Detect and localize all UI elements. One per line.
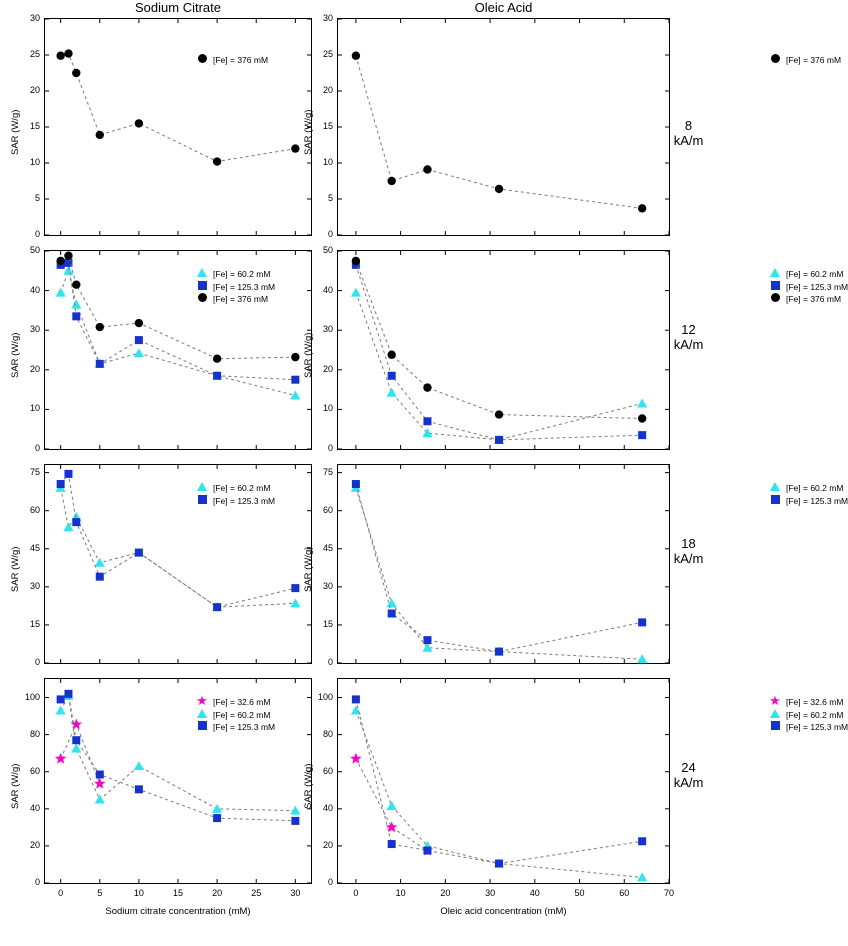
legend-label: [Fe] = 376 mM bbox=[786, 294, 842, 304]
legend-item bbox=[194, 721, 275, 734]
legend-label: [Fe] = 60.2 mM bbox=[786, 269, 844, 279]
y-tick-label: 25 bbox=[322, 49, 333, 59]
data-point bbox=[213, 157, 221, 165]
data-point bbox=[213, 355, 221, 363]
legend-marker-icon bbox=[767, 482, 783, 495]
y-tick-label: 15 bbox=[322, 121, 333, 131]
y-tick-label: 5 bbox=[34, 193, 40, 203]
x-tick-label: 5 bbox=[97, 888, 103, 898]
y-tick-label: 20 bbox=[322, 839, 333, 850]
y-axis-label: SAR (W/g) bbox=[303, 546, 314, 592]
legend-label: [Fe] = 32.6 mM bbox=[786, 697, 844, 707]
y-tick-label: 60 bbox=[322, 504, 333, 515]
y-tick-label: 10 bbox=[29, 157, 40, 167]
legend-label: [Fe] = 125.3 mM bbox=[786, 281, 848, 292]
legend-marker-icon bbox=[767, 293, 783, 306]
plot-area bbox=[338, 251, 669, 449]
row-label-amplitude: 24 bbox=[681, 760, 696, 775]
chart-panel-row2-col2 bbox=[337, 250, 670, 450]
data-point bbox=[72, 69, 80, 77]
y-axis-label: SAR (W/g) bbox=[303, 763, 314, 809]
y-tick-label: 45 bbox=[322, 542, 333, 553]
data-point bbox=[56, 288, 66, 297]
data-point bbox=[495, 860, 503, 868]
y-tick-label: 15 bbox=[322, 618, 333, 629]
legend bbox=[194, 268, 275, 306]
data-point bbox=[495, 185, 503, 193]
y-tick-label: 80 bbox=[29, 728, 40, 739]
y-tick-label: 40 bbox=[29, 802, 40, 813]
data-point bbox=[422, 428, 432, 437]
y-tick-label: 0 bbox=[34, 443, 40, 453]
y-axis-label: SAR (W/g) bbox=[10, 763, 21, 809]
y-tick-label: 30 bbox=[29, 580, 40, 591]
data-point bbox=[291, 584, 299, 592]
x-tick-label: 30 bbox=[485, 888, 496, 898]
legend-item bbox=[194, 693, 275, 709]
legend-marker-icon: ★ bbox=[769, 693, 781, 708]
row-label-1 bbox=[672, 118, 705, 148]
plot-area bbox=[338, 465, 669, 663]
x-tick-label: 0 bbox=[353, 888, 359, 898]
y-tick-label: 10 bbox=[29, 403, 40, 414]
y-tick-label: 75 bbox=[29, 466, 40, 477]
data-point bbox=[388, 610, 396, 618]
data-point bbox=[56, 52, 64, 60]
y-tick-label: 20 bbox=[29, 363, 40, 374]
data-point bbox=[291, 376, 299, 384]
x-tick-label: 20 bbox=[440, 888, 451, 898]
legend-marker-icon bbox=[767, 268, 783, 281]
legend-marker-icon bbox=[194, 482, 210, 495]
data-point bbox=[388, 840, 396, 848]
data-point bbox=[55, 753, 66, 764]
legend-label: [Fe] = 125.3 mM bbox=[213, 495, 276, 506]
legend bbox=[767, 268, 848, 306]
data-point bbox=[57, 480, 65, 488]
x-tick-label: 30 bbox=[290, 888, 301, 898]
y-tick-label: 15 bbox=[29, 618, 40, 629]
legend bbox=[194, 54, 268, 67]
data-point bbox=[495, 436, 503, 444]
data-point bbox=[72, 312, 80, 320]
x-tick-label: 15 bbox=[172, 888, 183, 898]
data-point bbox=[423, 383, 431, 391]
data-point bbox=[638, 204, 646, 212]
data-point bbox=[56, 706, 66, 715]
y-tick-label: 0 bbox=[34, 877, 40, 887]
y-tick-label: 20 bbox=[29, 85, 40, 95]
legend-marker-icon bbox=[767, 495, 783, 508]
legend-label: [Fe] = 60.2 mM bbox=[786, 709, 844, 720]
data-point bbox=[495, 648, 503, 656]
y-tick-label: 75 bbox=[322, 466, 333, 477]
x-axis-label-col2: Oleic acid concentration (mM) bbox=[440, 906, 567, 917]
data-point bbox=[135, 336, 143, 344]
y-tick-label: 30 bbox=[322, 324, 333, 335]
y-tick-label: 0 bbox=[34, 229, 40, 239]
column-title-2: Oleic Acid bbox=[474, 0, 533, 15]
legend-item bbox=[194, 482, 275, 495]
data-point bbox=[96, 131, 104, 139]
data-point bbox=[96, 573, 104, 581]
data-point bbox=[423, 847, 431, 855]
data-point bbox=[135, 119, 143, 127]
data-point bbox=[135, 549, 143, 557]
y-tick-label: 15 bbox=[29, 121, 40, 131]
data-point bbox=[94, 778, 105, 789]
data-point bbox=[637, 872, 647, 881]
data-point bbox=[638, 414, 646, 422]
y-tick-label: 30 bbox=[322, 580, 333, 591]
data-point bbox=[351, 288, 361, 297]
data-point bbox=[291, 817, 299, 825]
y-tick-label: 60 bbox=[29, 504, 40, 515]
row-label-unit: kA/m bbox=[673, 551, 704, 566]
legend-item bbox=[767, 281, 848, 294]
column-title-1: Sodium Citrate bbox=[135, 0, 221, 15]
x-tick-label: 25 bbox=[251, 888, 262, 898]
data-point bbox=[63, 522, 73, 531]
row-label-unit: kA/m bbox=[673, 337, 704, 352]
legend-label: [Fe] = 60.2 mM bbox=[786, 483, 844, 493]
y-tick-label: 100 bbox=[317, 691, 333, 702]
y-tick-label: 100 bbox=[24, 691, 40, 702]
legend-item bbox=[767, 495, 848, 508]
legend-label: [Fe] = 376 mM bbox=[786, 55, 842, 65]
row-label-unit: kA/m bbox=[673, 133, 704, 148]
data-point bbox=[72, 518, 80, 526]
legend-item bbox=[767, 482, 848, 495]
legend-item bbox=[194, 495, 275, 508]
x-tick-label: 10 bbox=[133, 888, 144, 898]
legend-marker-icon bbox=[767, 54, 783, 67]
data-point bbox=[72, 736, 80, 744]
data-point bbox=[212, 804, 222, 813]
data-point bbox=[64, 470, 72, 478]
legend-item bbox=[767, 293, 848, 306]
plot-area bbox=[45, 19, 311, 235]
data-point bbox=[388, 372, 396, 380]
y-tick-label: 20 bbox=[29, 839, 40, 850]
data-point bbox=[423, 417, 431, 425]
x-tick-label: 70 bbox=[663, 888, 674, 898]
data-point bbox=[95, 795, 105, 804]
legend bbox=[767, 54, 841, 67]
y-tick-label: 10 bbox=[322, 403, 333, 414]
legend-label: [Fe] = 376 mM bbox=[213, 294, 269, 304]
row-label-amplitude: 18 bbox=[681, 536, 696, 551]
data-point bbox=[96, 323, 104, 331]
data-point bbox=[352, 52, 360, 60]
y-tick-label: 20 bbox=[322, 85, 333, 95]
y-tick-label: 40 bbox=[29, 284, 40, 295]
data-point bbox=[291, 353, 299, 361]
row-label-amplitude: 12 bbox=[681, 322, 696, 337]
legend-item bbox=[767, 721, 848, 734]
y-tick-label: 5 bbox=[327, 193, 333, 203]
series-line-0 bbox=[356, 488, 642, 659]
y-tick-label: 60 bbox=[29, 765, 40, 776]
legend-label: [Fe] = 125.3 mM bbox=[213, 722, 276, 732]
y-axis-label: SAR (W/g) bbox=[10, 109, 21, 155]
series-line-0 bbox=[61, 54, 296, 162]
legend-label: [Fe] = 60.2 mM bbox=[213, 483, 271, 493]
legend bbox=[767, 482, 848, 507]
data-point bbox=[350, 753, 361, 764]
data-point bbox=[72, 280, 80, 288]
legend-marker-icon bbox=[767, 721, 783, 734]
legend-label: [Fe] = 125.3 mM bbox=[213, 281, 276, 292]
data-point bbox=[64, 690, 72, 698]
data-point bbox=[64, 49, 72, 57]
y-tick-label: 30 bbox=[29, 324, 40, 335]
x-axis-label-col1: Sodium citrate concentration (mM) bbox=[105, 906, 251, 917]
data-point bbox=[71, 299, 81, 308]
data-point bbox=[495, 410, 503, 418]
data-point bbox=[64, 252, 72, 260]
data-point bbox=[290, 598, 300, 607]
y-tick-label: 0 bbox=[327, 443, 333, 453]
legend-marker-icon bbox=[194, 281, 210, 294]
data-point bbox=[213, 603, 221, 611]
data-point bbox=[352, 257, 360, 265]
x-tick-label: 60 bbox=[619, 888, 630, 898]
legend bbox=[194, 482, 275, 507]
y-axis-label: SAR (W/g) bbox=[10, 332, 21, 378]
data-point bbox=[134, 348, 144, 357]
legend-label: [Fe] = 32.6 mM bbox=[213, 697, 271, 707]
series-line-0 bbox=[61, 724, 100, 783]
legend-marker-icon bbox=[194, 495, 210, 508]
data-point bbox=[638, 618, 646, 626]
data-point bbox=[387, 351, 395, 359]
x-tick-label: 10 bbox=[395, 888, 406, 898]
plot-area bbox=[338, 679, 669, 883]
legend-item bbox=[194, 709, 275, 722]
data-point bbox=[352, 695, 360, 703]
legend-marker-icon bbox=[767, 281, 783, 294]
x-tick-label: 40 bbox=[529, 888, 540, 898]
y-tick-label: 50 bbox=[29, 245, 40, 255]
y-tick-label: 30 bbox=[322, 13, 333, 23]
row-label-unit: kA/m bbox=[673, 775, 704, 790]
y-tick-label: 40 bbox=[322, 284, 333, 295]
data-point bbox=[134, 761, 144, 770]
data-point bbox=[96, 771, 104, 779]
y-tick-label: 60 bbox=[322, 765, 333, 776]
data-point bbox=[387, 801, 397, 810]
legend-marker-icon bbox=[767, 709, 783, 722]
y-axis-label: SAR (W/g) bbox=[303, 332, 314, 378]
y-tick-label: 0 bbox=[327, 229, 333, 239]
data-point bbox=[95, 558, 105, 567]
legend-label: [Fe] = 125.3 mM bbox=[786, 722, 848, 732]
data-point bbox=[637, 654, 647, 663]
legend-marker-icon bbox=[194, 54, 210, 67]
y-tick-label: 40 bbox=[322, 802, 333, 813]
y-tick-label: 25 bbox=[29, 49, 40, 59]
data-point bbox=[387, 177, 395, 185]
data-point bbox=[291, 144, 299, 152]
x-tick-label: 50 bbox=[574, 888, 585, 898]
row-label-4 bbox=[672, 760, 705, 790]
data-point bbox=[96, 360, 104, 368]
data-point bbox=[213, 372, 221, 380]
series-line-2 bbox=[356, 261, 642, 419]
legend-item bbox=[767, 54, 841, 67]
row-label-2 bbox=[672, 322, 705, 352]
series-line-1 bbox=[356, 484, 642, 652]
chart-panel-row1-col1 bbox=[44, 18, 312, 236]
row-label-3 bbox=[672, 536, 705, 566]
row-label-amplitude: 8 bbox=[684, 118, 693, 133]
data-point bbox=[638, 431, 646, 439]
y-tick-label: 0 bbox=[327, 877, 333, 887]
data-point bbox=[386, 821, 397, 832]
legend-item bbox=[194, 293, 275, 306]
legend-item bbox=[767, 268, 848, 281]
y-tick-label: 0 bbox=[34, 657, 40, 667]
data-point bbox=[352, 480, 360, 488]
data-point bbox=[135, 785, 143, 793]
series-line-2 bbox=[356, 699, 642, 863]
data-point bbox=[57, 695, 65, 703]
legend-marker-icon bbox=[194, 268, 210, 281]
legend-marker-icon bbox=[194, 709, 210, 722]
data-point bbox=[213, 814, 221, 822]
legend-label: [Fe] = 60.2 mM bbox=[213, 709, 271, 720]
y-tick-label: 20 bbox=[322, 363, 333, 374]
legend-label: [Fe] = 60.2 mM bbox=[213, 269, 271, 279]
data-point bbox=[56, 257, 64, 265]
x-tick-label: 20 bbox=[212, 888, 223, 898]
y-tick-label: 0 bbox=[327, 657, 333, 667]
data-point bbox=[423, 636, 431, 644]
legend bbox=[194, 693, 276, 734]
data-point bbox=[71, 718, 82, 729]
data-point bbox=[423, 165, 431, 173]
chart-panel-row1-col2 bbox=[337, 18, 670, 236]
plot-area bbox=[338, 19, 669, 235]
legend bbox=[767, 693, 848, 734]
y-tick-label: 50 bbox=[322, 245, 333, 255]
legend-label: [Fe] = 125.3 mM bbox=[786, 495, 848, 506]
y-tick-label: 45 bbox=[29, 542, 40, 553]
legend-marker-icon bbox=[194, 721, 210, 734]
data-point bbox=[290, 806, 300, 815]
legend-item bbox=[767, 693, 848, 709]
chart-panel-row3-col2 bbox=[337, 464, 670, 664]
series-line-1 bbox=[356, 711, 642, 878]
data-point bbox=[135, 319, 143, 327]
y-axis-label: SAR (W/g) bbox=[10, 546, 21, 592]
y-tick-label: 80 bbox=[322, 728, 333, 739]
legend-label: [Fe] = 376 mM bbox=[213, 55, 269, 65]
x-tick-label: 0 bbox=[58, 888, 64, 898]
legend-item bbox=[194, 281, 275, 294]
legend-marker-icon bbox=[194, 293, 210, 306]
y-tick-label: 30 bbox=[29, 13, 40, 23]
legend-marker-icon: ★ bbox=[196, 693, 208, 708]
y-axis-label: SAR (W/g) bbox=[303, 109, 314, 155]
legend-item bbox=[194, 54, 268, 67]
legend-item bbox=[194, 268, 275, 281]
data-point bbox=[387, 388, 397, 397]
y-tick-label: 10 bbox=[322, 157, 333, 167]
legend-item bbox=[767, 709, 848, 722]
data-point bbox=[638, 837, 646, 845]
chart-panel-row4-col2 bbox=[337, 678, 670, 884]
data-point bbox=[637, 398, 647, 407]
